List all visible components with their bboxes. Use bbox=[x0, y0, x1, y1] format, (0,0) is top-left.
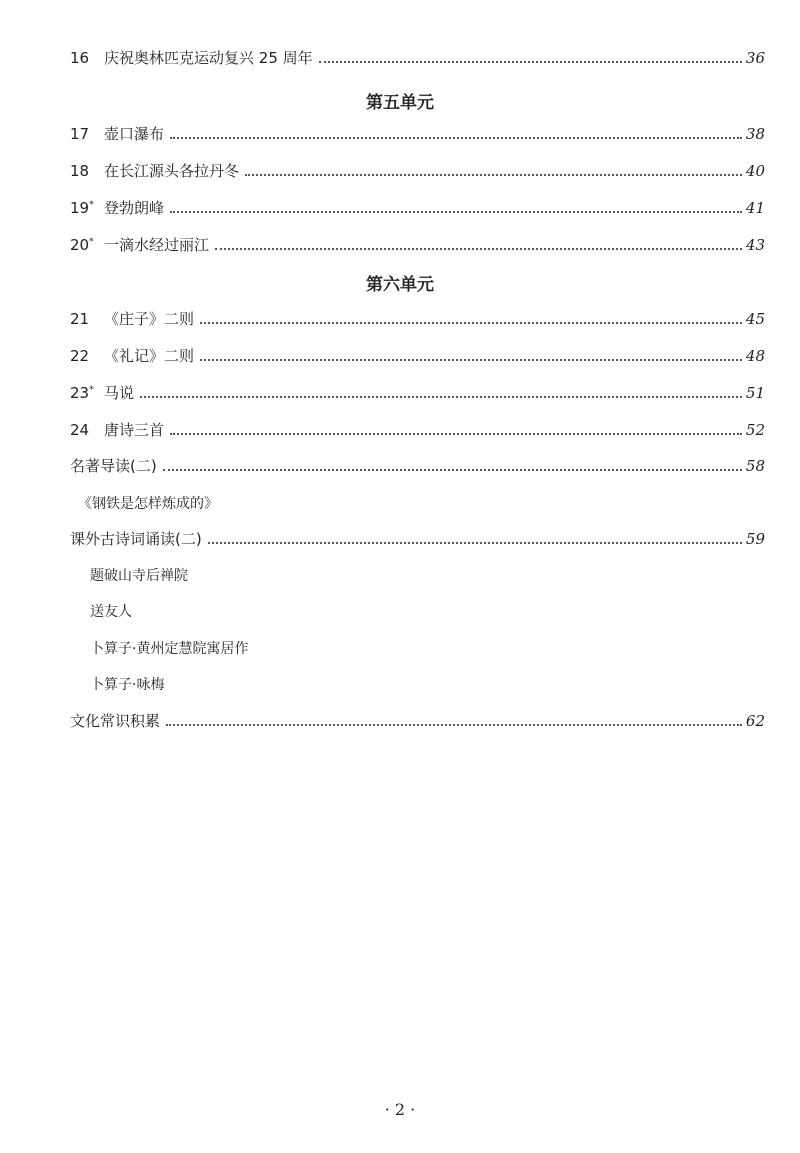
entry-title: 文化常识积累 bbox=[70, 712, 161, 730]
dot-leader bbox=[245, 174, 742, 176]
entry-title: 登勃朗峰 bbox=[104, 199, 165, 217]
toc-entry[interactable] bbox=[70, 120, 765, 144]
entry-title: 名著导读(二) bbox=[70, 457, 157, 475]
entry-page: 52 bbox=[745, 421, 765, 439]
entry-number: 22 bbox=[70, 347, 90, 365]
entry-number: 19 bbox=[70, 199, 90, 217]
entry-page: 48 bbox=[745, 347, 765, 365]
poem-item[interactable]: 卜算子·黄州定慧院寓居作 bbox=[90, 641, 249, 657]
entry-title: 壶口瀑布 bbox=[104, 125, 165, 143]
entry-page: 40 bbox=[745, 162, 765, 180]
entry-number: 21 bbox=[70, 310, 90, 328]
toc-entry[interactable] bbox=[70, 379, 765, 403]
entry-number: 20 bbox=[70, 236, 90, 254]
optional-mark: * bbox=[89, 237, 94, 247]
toc-entry-culture[interactable] bbox=[70, 707, 765, 731]
entry-title: 《庄子》二则 bbox=[104, 310, 195, 328]
poem-item[interactable]: 卜算子·咏梅 bbox=[90, 677, 165, 693]
dot-leader bbox=[140, 396, 742, 398]
optional-mark: * bbox=[89, 385, 94, 395]
dot-leader bbox=[200, 359, 742, 361]
page-number: · 2 · bbox=[384, 1100, 416, 1119]
entry-title: 马说 bbox=[104, 384, 135, 402]
entry-number: 18 bbox=[70, 162, 90, 180]
dot-leader bbox=[166, 724, 742, 726]
dot-leader bbox=[200, 322, 742, 324]
dot-leader bbox=[215, 248, 742, 250]
dot-leader bbox=[208, 542, 742, 544]
entry-number: 16 bbox=[70, 49, 90, 67]
toc-entry-reading[interactable] bbox=[70, 452, 765, 476]
dot-leader bbox=[170, 137, 742, 139]
entry-title: 唐诗三首 bbox=[104, 421, 165, 439]
entry-number: 24 bbox=[70, 421, 90, 439]
poem-item[interactable]: 题破山寺后禅院 bbox=[90, 568, 188, 584]
entry-title: 庆祝奥林匹克运动复兴 25 周年 bbox=[104, 49, 313, 67]
entry-title: 课外古诗词诵读(二) bbox=[70, 530, 202, 548]
entry-page: 38 bbox=[745, 125, 765, 143]
entry-page: 41 bbox=[745, 199, 765, 217]
toc-entry[interactable] bbox=[70, 231, 765, 255]
toc-entry[interactable] bbox=[70, 416, 765, 440]
entry-page: 62 bbox=[745, 712, 765, 730]
entry-page: 43 bbox=[745, 236, 765, 254]
entry-page: 45 bbox=[745, 310, 765, 328]
unit-heading-5: 第五单元 bbox=[366, 93, 434, 113]
reading-book-title[interactable]: 《钢铁是怎样炼成的》 bbox=[78, 496, 218, 512]
toc-entry[interactable] bbox=[70, 44, 765, 68]
entry-title: 一滴水经过丽江 bbox=[104, 236, 210, 254]
dot-leader bbox=[170, 211, 742, 213]
dot-leader bbox=[319, 61, 742, 63]
optional-mark: * bbox=[89, 200, 94, 210]
entry-title: 在长江源头各拉丹冬 bbox=[104, 162, 240, 180]
entry-page: 58 bbox=[745, 457, 765, 475]
entry-page: 36 bbox=[745, 49, 765, 67]
toc-entry[interactable] bbox=[70, 157, 765, 181]
toc-entry-poetry[interactable] bbox=[70, 525, 765, 549]
poem-item[interactable]: 送友人 bbox=[90, 604, 132, 620]
toc-entry[interactable] bbox=[70, 194, 765, 218]
unit-heading-6: 第六单元 bbox=[366, 275, 434, 295]
dot-leader bbox=[163, 469, 742, 471]
toc-entry[interactable] bbox=[70, 305, 765, 329]
dot-leader bbox=[170, 433, 742, 435]
entry-number: 23 bbox=[70, 384, 90, 402]
entry-page: 59 bbox=[745, 530, 765, 548]
entry-page: 51 bbox=[745, 384, 765, 402]
entry-number: 17 bbox=[70, 125, 90, 143]
toc-entry[interactable] bbox=[70, 342, 765, 366]
entry-title: 《礼记》二则 bbox=[104, 347, 195, 365]
